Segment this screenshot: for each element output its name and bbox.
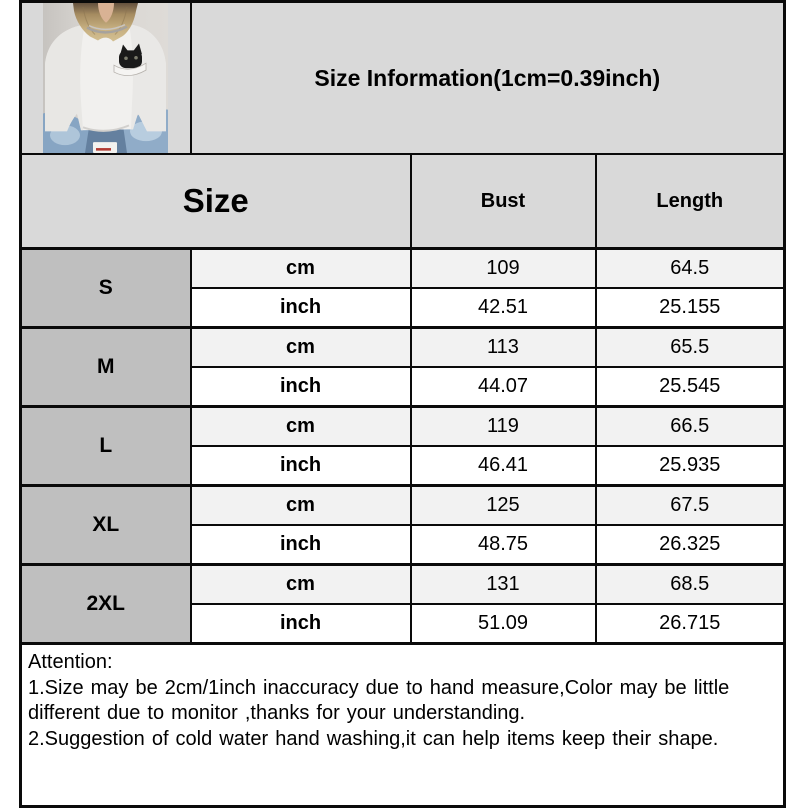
bust-value-l-cm: 119 — [411, 407, 596, 447]
unit-label-cm: cm — [191, 249, 411, 289]
unit-label-inch: inch — [191, 288, 411, 328]
size-label-l: L — [21, 407, 191, 486]
table-row-m-cm — [21, 328, 785, 368]
bust-value-l-inch: 46.41 — [411, 446, 596, 486]
length-value-m-inch: 25.545 — [596, 367, 785, 407]
unit-label-cm: cm — [191, 407, 411, 447]
unit-label-cm: cm — [191, 565, 411, 605]
attention-line-1: 1.Size may be 2cm/1inch inaccuracy due to hand measure,Color may be little different due to monitor ,thanks for your understanding. — [28, 676, 730, 724]
size-chart-table — [19, 0, 786, 808]
length-value-2xl-inch: 26.715 — [596, 604, 785, 644]
attention-row — [21, 644, 785, 807]
table-row-l-cm — [21, 407, 785, 447]
attention-note — [21, 644, 785, 807]
length-value-xl-cm: 67.5 — [596, 486, 785, 526]
bust-value-s-cm: 109 — [411, 249, 596, 289]
sweatshirt-model-illustration — [43, 3, 168, 153]
unit-label-cm: cm — [191, 328, 411, 368]
unit-label-inch: inch — [191, 367, 411, 407]
table-row-2xl-cm — [21, 565, 785, 605]
unit-label-inch: inch — [191, 604, 411, 644]
length-value-s-cm: 64.5 — [596, 249, 785, 289]
length-value-m-cm: 65.5 — [596, 328, 785, 368]
size-label-2xl: 2XL — [21, 565, 191, 644]
size-label-xl: XL — [21, 486, 191, 565]
bust-value-xl-inch: 48.75 — [411, 525, 596, 565]
column-header-length: Length — [596, 154, 785, 249]
table-row-s-cm — [21, 249, 785, 289]
size-label-m: M — [21, 328, 191, 407]
column-header-bust: Bust — [411, 154, 596, 249]
bust-value-m-inch: 44.07 — [411, 367, 596, 407]
size-label-s: S — [21, 249, 191, 328]
table-row-xl-cm — [21, 486, 785, 526]
page-title: Size Information(1cm=0.39inch) — [191, 2, 785, 155]
length-value-l-cm: 66.5 — [596, 407, 785, 447]
attention-line-2: 2.Suggestion of cold water hand washing,it can help items keep their shape. — [28, 727, 719, 750]
length-value-2xl-cm: 68.5 — [596, 565, 785, 605]
length-value-xl-inch: 26.325 — [596, 525, 785, 565]
bust-value-2xl-cm: 131 — [411, 565, 596, 605]
column-header-size: Size — [21, 154, 411, 249]
table-header-row — [21, 154, 785, 249]
length-value-l-inch: 25.935 — [596, 446, 785, 486]
bust-value-s-inch: 42.51 — [411, 288, 596, 328]
unit-label-cm: cm — [191, 486, 411, 526]
banner-row — [21, 2, 785, 155]
product-photo — [43, 3, 168, 153]
length-value-s-inch: 25.155 — [596, 288, 785, 328]
product-photo-cell — [21, 2, 191, 155]
unit-label-inch: inch — [191, 446, 411, 486]
bust-value-m-cm: 113 — [411, 328, 596, 368]
sweatshirt-graphic — [45, 25, 166, 132]
bust-value-2xl-inch: 51.09 — [411, 604, 596, 644]
attention-heading: Attention: — [28, 651, 113, 673]
bust-value-xl-cm: 125 — [411, 486, 596, 526]
unit-label-inch: inch — [191, 525, 411, 565]
